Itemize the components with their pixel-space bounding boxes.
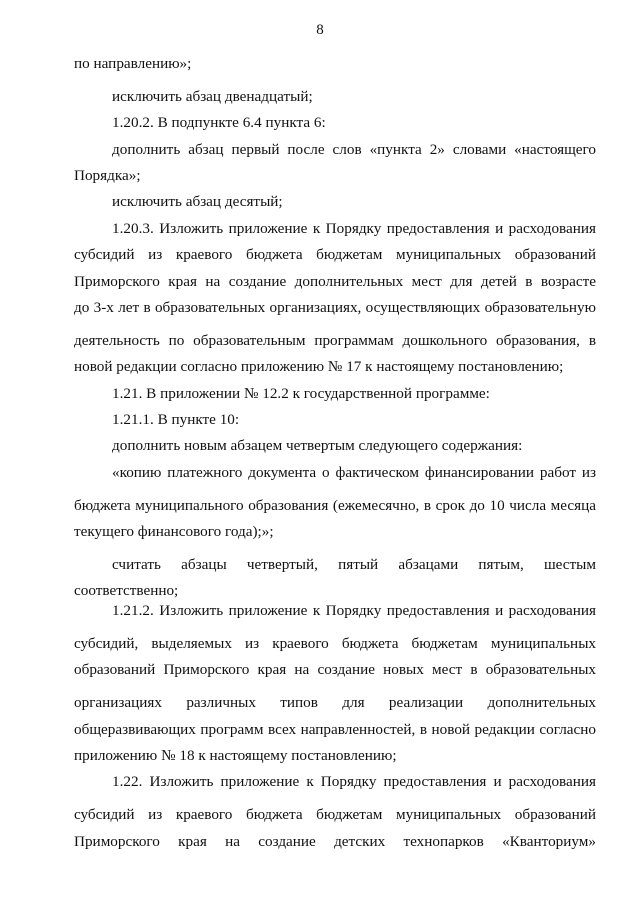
text-line: 1.22. Изложить приложение к Порядку предоставления и расходования [112, 773, 596, 790]
text-line: субсидий из краевого бюджета бюджетам муниципальных образований [74, 246, 596, 263]
text-line: субсидий, выделяемых из краевого бюджета бюджетам муниципальных [74, 635, 596, 652]
text-line: образований Приморского края на создание новых мест в образовательных [74, 661, 596, 678]
text-line: новой редакции согласно приложению № 17 к настоящему постановлению; [74, 358, 564, 375]
text-line: Приморского края на создание детских технопарков «Кванториум» [74, 833, 596, 850]
text-line: приложению № 18 к настоящему постановлению; [74, 747, 397, 764]
text-line: по направлению»; [74, 55, 192, 72]
text-line: соответственно; [74, 582, 179, 599]
text-line: 1.21.2. Изложить приложение к Порядку предоставления и расходования [112, 602, 596, 619]
text-line: деятельность по образовательным программам дошкольного образования, в [74, 332, 596, 349]
text-line: считать абзацы четвертый, пятый абзацами пятым, шестым [112, 556, 596, 573]
text-line: 1.21.1. В пункте 10: [112, 411, 240, 428]
text-line: бюджета муниципального образования (ежемесячно, в срок до 10 числа месяца [74, 497, 596, 514]
page-number: 8 [316, 22, 324, 38]
text-line: общеразвивающих программ всех направленностей, в новой редакции согласно [74, 721, 596, 738]
text-line: «копию платежного документа о фактическом финансировании работ из [112, 464, 596, 481]
text-line: текущего финансового года);»; [74, 523, 274, 540]
text-line: Приморского края на создание дополнительных мест для детей в возрасте [74, 273, 596, 290]
text-line: 1.21. В приложении № 12.2 к государственной программе: [112, 385, 490, 402]
text-line: до 3-х лет в образовательных организациях, осуществляющих образовательную [74, 299, 596, 316]
text-line: 1.20.2. В подпункте 6.4 пункта 6: [112, 114, 326, 131]
text-line: исключить абзац десятый; [112, 193, 283, 210]
text-line: 1.20.3. Изложить приложение к Порядку предоставления и расходования [112, 220, 596, 237]
text-line: организациях различных типов для реализации дополнительных [74, 694, 596, 711]
text-line: дополнить абзац первый после слов «пункта 2» словами «настоящего [112, 141, 596, 158]
text-line: исключить абзац двенадцатый; [112, 88, 313, 105]
text-line: субсидий из краевого бюджета бюджетам муниципальных образований [74, 806, 596, 823]
text-line: дополнить новым абзацем четвертым следующего содержания: [112, 437, 523, 454]
text-line: Порядка»; [74, 167, 141, 184]
